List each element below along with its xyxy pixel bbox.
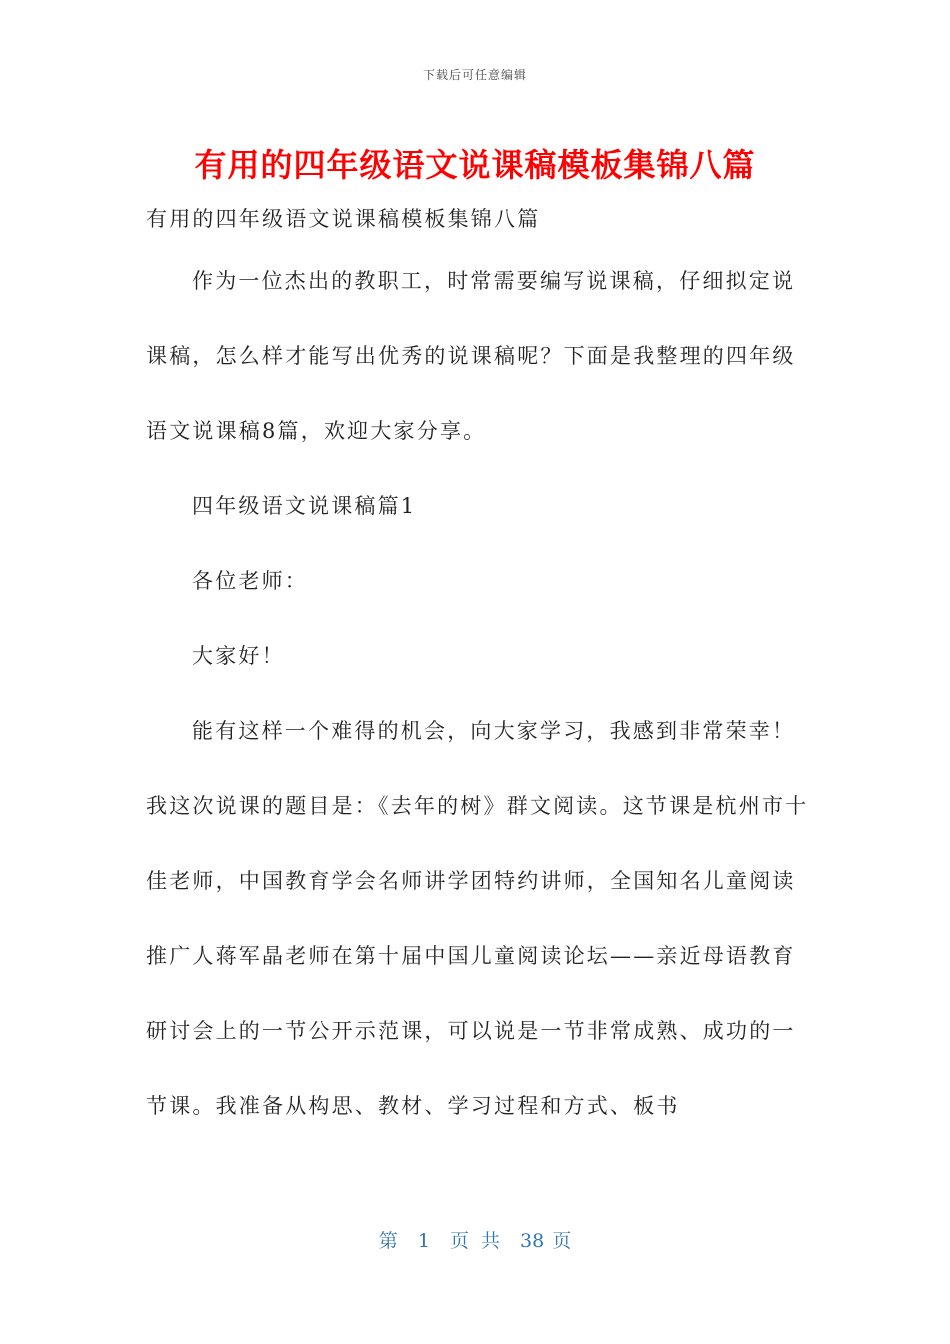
footer-suffix: 页 [552, 1230, 572, 1252]
footer-middle: 页 共 [449, 1230, 500, 1252]
footer-prefix: 第 [378, 1230, 398, 1252]
paragraph-greeting: 大家好！ [192, 644, 285, 668]
total-page-count: 38 [520, 1230, 545, 1252]
document-body [146, 194, 816, 1144]
document-title: 有用的四年级语文说课稿模板集锦八篇 [194, 146, 756, 184]
header-note: 下载后可任意编辑 [422, 68, 527, 82]
current-page-number: 1 [417, 1230, 430, 1252]
section-heading: 四年级语文说课稿篇1 [192, 494, 417, 518]
page-footer [0, 1226, 950, 1253]
paragraph-main: 能有这样一个难得的机会，向大家学习，我感到非常荣幸！我这次说课的题目是：《去年的树》群文阅读。这节课是杭州市十佳老师，中国教育学会名师讲学团特约讲师，全国知名儿童阅读推广人蒋军晶老师在第十届中国儿童阅读论坛——亲近母语教育研讨会上的一节公开示范课，可以说是一节非常成熟、成功的一节课。我准备从构思、教材、学习过程和方式、板书 [146, 719, 809, 1118]
paragraph-intro: 作为一位杰出的教职工，时常需要编写说课稿，仔细拟定说课稿，怎么样才能写出优秀的说课稿呢？下面是我整理的四年级语文说课稿8篇，欢迎大家分享。 [146, 269, 796, 443]
document-subtitle: 有用的四年级语文说课稿模板集锦八篇 [146, 207, 541, 231]
paragraph-salutation: 各位老师： [192, 569, 308, 593]
